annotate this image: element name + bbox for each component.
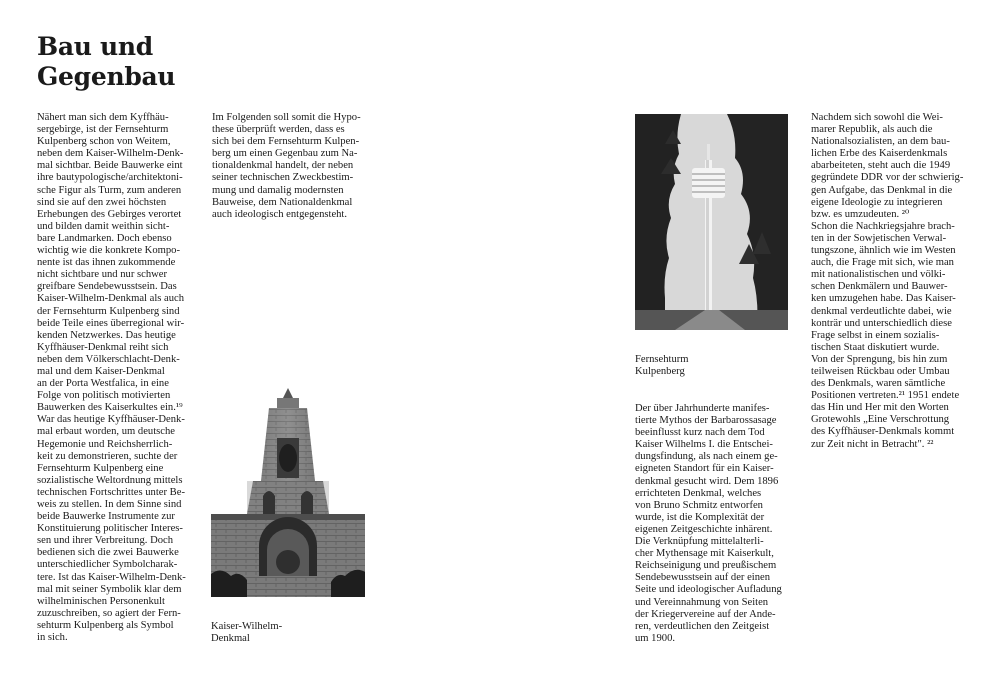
column-3-line: Reichseinigung und preußischem bbox=[635, 560, 777, 572]
column-3-line: von Bruno Schmitz entworfen bbox=[635, 499, 763, 511]
column-2-line: berg um einen Gegenbau zum Na- bbox=[212, 148, 358, 160]
column-4-line: Nachdem sich sowohl die Wei- bbox=[811, 112, 943, 123]
column-4-line: lichen Erbe des Kaiserdenkmals bbox=[811, 148, 948, 160]
column-3-line: Seite und ideologischer Aufladung bbox=[635, 584, 782, 596]
column-1-line: mal und dem Kaiser-Denkmal bbox=[37, 365, 165, 377]
column-1-line: Nähert man sich dem Kyffhäu- bbox=[37, 112, 169, 123]
column-4-line: Nationalsozialisten, an dem bau- bbox=[811, 136, 950, 148]
column-1-line: nente ist das ihnen zukommende bbox=[37, 257, 176, 269]
text-column-1 bbox=[37, 112, 186, 644]
column-3-line: Der über Jahrhunderte manifes- bbox=[635, 403, 770, 414]
column-4-line: marer Republik, als auch die bbox=[811, 124, 933, 136]
column-4-line: denkmal verdeutlichte dabei, wie bbox=[811, 305, 952, 317]
column-4-line: Grotewohls „Eine Verschrottung bbox=[811, 414, 950, 426]
column-1-line: wichtig wie die konkrete Kompo- bbox=[37, 245, 180, 257]
column-3-line: beeinflusst kurz nach dem Tod bbox=[635, 427, 765, 439]
column-1-line: keit zu demonstrieren, suchte der bbox=[37, 450, 178, 462]
column-1-line: sen und ihrer Verbreitung. Doch bbox=[37, 535, 174, 547]
column-1-line: sche Figur als Turm, zum anderen bbox=[37, 184, 182, 196]
column-1-line: neben dem Kaiser-Wilhelm-Denk- bbox=[37, 148, 184, 160]
column-1-line: Bauwerken des Kaiserkultes ein.¹⁹ bbox=[37, 402, 183, 414]
column-1-line: Kaiser-Wilhelm-Denkmal als auch bbox=[37, 293, 185, 305]
column-4-line: Frage selbst in einem sozialis- bbox=[811, 329, 940, 341]
column-1-line: War das heutige Kyffhäuser-Denk- bbox=[37, 414, 185, 426]
column-3-line: errichteten Denkmal, welches bbox=[635, 487, 762, 499]
column-1-line: bedienen sich die zwei Bauwerke bbox=[37, 547, 179, 559]
text-column-2 bbox=[212, 112, 361, 221]
column-2-line: mung und damalig modernsten bbox=[212, 184, 344, 196]
monument-caption-line: Denkmal bbox=[211, 633, 250, 645]
column-3-line: Kaiser Wilhelms I. die Entschei- bbox=[635, 439, 773, 451]
column-4-line: auch, die Frage mit sich, wie man bbox=[811, 257, 954, 269]
tower-caption bbox=[635, 354, 689, 378]
column-2-line: seiner technischen Zweckbestim- bbox=[212, 172, 354, 184]
column-1-line: wilhelminischen Personenkult bbox=[37, 595, 165, 607]
page-title bbox=[37, 32, 175, 92]
column-1-line: ihre bautypologische/architektoni- bbox=[37, 172, 183, 184]
column-4-line: Schon die Nachkriegsjahre brach- bbox=[811, 220, 955, 232]
column-4-line: Von der Sprengung, bis hin zum bbox=[811, 353, 948, 365]
column-4-line: Positionen vertreten.²¹ 1951 endete bbox=[811, 390, 960, 402]
column-1-line: sind sie auf den zwei höchsten bbox=[37, 196, 167, 208]
column-2-line: Bauweise, dem Nationaldenkmal bbox=[212, 196, 353, 208]
column-2-line: tionaldenkmal handelt, der neben bbox=[212, 160, 354, 172]
monument-caption-line: Kaiser-Wilhelm- bbox=[211, 621, 283, 632]
column-4-line: tischen Staat diskutiert wurde. bbox=[811, 341, 940, 353]
column-1-line: Hegemonie und Reichsherrlich- bbox=[37, 438, 173, 450]
column-3-line: eigenen Zeitgeschichte inhärent. bbox=[635, 523, 773, 535]
column-4-line: mit nationalistischen und völki- bbox=[811, 269, 946, 281]
column-2-line: auch ideologisch entgegensteht. bbox=[212, 208, 348, 220]
column-3-line: cher Mythensage mit Kaiserkult, bbox=[635, 548, 774, 560]
monument-caption bbox=[211, 621, 282, 645]
column-1-line: Kyffhäuser-Denkmal reiht sich bbox=[37, 341, 169, 353]
column-4-line: ken umzugehen habe. Das Kaiser- bbox=[811, 293, 956, 305]
column-1-line: in sich. bbox=[37, 632, 68, 644]
column-2-line: sich bei dem Fernsehturm Kulpen- bbox=[212, 136, 360, 148]
column-3-line: und Vereinnahmung von Seiten bbox=[635, 596, 769, 608]
column-3-line: Die Verknüpfung mittelalterli- bbox=[635, 536, 764, 548]
column-1-line: der Fernsehturm Kulpenberg sind bbox=[37, 305, 180, 317]
column-1-line: zuzuschreiben, so agiert der Fern- bbox=[37, 607, 181, 619]
column-4-line: teilweisen Rückbau oder Umbau bbox=[811, 365, 950, 377]
text-column-4 bbox=[811, 112, 963, 451]
text-column-3 bbox=[635, 403, 782, 645]
column-4-line: konträr und unterschiedlich diese bbox=[811, 317, 952, 329]
column-3-line: Sendebewusstsein auf der einen bbox=[635, 572, 771, 584]
column-1-line: technischen Fortschrittes unter Be- bbox=[37, 486, 185, 498]
column-1-line: neben dem Völkerschlacht-Denk- bbox=[37, 353, 180, 365]
column-1-line: nicht sichtbare und nur schwer bbox=[37, 269, 168, 281]
column-1-line: Folge von politisch motivierten bbox=[37, 390, 171, 402]
column-4-line: tungszone, ähnlich wie im Westen bbox=[811, 245, 956, 257]
column-4-line: abarbeiteten, steht auch die 1949 bbox=[811, 160, 951, 172]
column-1-line: sozialistische Weltordnung mittels bbox=[37, 474, 183, 486]
column-4-line: gen Aufgabe, das Denkmal in die bbox=[811, 184, 953, 196]
tower-caption-line: Kulpenberg bbox=[635, 366, 685, 378]
column-1-line: greifbare Sendebewusstsein. Das bbox=[37, 281, 177, 293]
column-3-line: eigneten Standort für ein Kaiser- bbox=[635, 463, 774, 475]
column-1-line: Erhebungen des Gebirges verortet bbox=[37, 208, 182, 220]
column-3-line: tierte Mythos der Barbarossasage bbox=[635, 415, 777, 427]
column-1-line: an der Porta Westfalica, in eine bbox=[37, 378, 169, 390]
column-2-line: these überprüft werden, dass es bbox=[212, 124, 345, 136]
title-line-1: Bau und bbox=[37, 32, 153, 61]
column-1-line: tere. Ist das Kaiser-Wilhelm-Denk- bbox=[37, 571, 186, 583]
column-3-line: ren, verdeutlichen den Zeitgeist bbox=[635, 620, 770, 632]
column-1-line: sergebirge, ist der Fernsehturm bbox=[37, 124, 169, 136]
column-4-line: des Denkmals, waren sämtliche bbox=[811, 378, 946, 390]
column-4-line: gegründete DDR vor der schwierig- bbox=[811, 172, 964, 184]
column-1-line: Fernsehturm Kulpenberg eine bbox=[37, 462, 164, 474]
column-4-line: zur Zeit nicht in Betracht". ²² bbox=[811, 438, 934, 450]
column-1-line: beide Bauwerke Instrumente zur bbox=[37, 511, 175, 523]
title-line-2: Gegenbau bbox=[37, 62, 176, 91]
column-4-line: bzw. es umzudeuten. ²⁰ bbox=[811, 208, 910, 220]
column-1-line: mal erbaut worden, um deutsche bbox=[37, 426, 175, 438]
column-2-line: Im Folgenden soll somit die Hypo- bbox=[212, 112, 361, 123]
column-3-line: wurde, ist die Komplexität der bbox=[635, 511, 765, 523]
column-1-line: unterschiedlicher Symbolcharak- bbox=[37, 559, 178, 571]
column-1-line: Kulpenberg schon von Weitem, bbox=[37, 136, 171, 148]
column-1-line: kenden Netzwerkes. Das heutige bbox=[37, 329, 176, 341]
column-1-line: mal mit seiner Symbolik klar dem bbox=[37, 583, 182, 595]
column-4-line: des Kyffhäuser-Denkmals kommt bbox=[811, 426, 955, 438]
column-1-line: weis zu stellen. In dem Sinne sind bbox=[37, 499, 182, 510]
column-4-line: das Hin und Her mit den Worten bbox=[811, 402, 949, 414]
column-1-line: Konstituierung politischer Interes- bbox=[37, 523, 183, 535]
tower-caption-line: Fernsehturm bbox=[635, 354, 689, 365]
column-1-line: beide Teile eines überregional wir- bbox=[37, 317, 185, 329]
column-4-line: ten in der Sowjetischen Verwal- bbox=[811, 232, 947, 244]
column-4-line: eigene Ideologie zu integrieren bbox=[811, 196, 943, 208]
column-1-line: bare Landmarken. Doch ebenso bbox=[37, 232, 172, 244]
column-4-line: schen Denkmälern und Bauwer- bbox=[811, 281, 948, 293]
column-3-line: dungsfindung, als nach einem ge- bbox=[635, 451, 778, 463]
column-3-line: um 1900. bbox=[635, 632, 676, 644]
monument-photo bbox=[211, 386, 365, 597]
column-3-line: der Kriegervereine auf der Ande- bbox=[635, 608, 776, 620]
column-1-line: sehturm Kulpenberg als Symbol bbox=[37, 619, 174, 631]
column-1-line: mal sichtbar. Beide Bauwerke eint bbox=[37, 160, 183, 172]
column-3-line: denkmal gesucht wird. Dem 1896 bbox=[635, 475, 779, 487]
column-1-line: und bilden damit weithin sicht- bbox=[37, 220, 170, 232]
tower-photo bbox=[635, 114, 788, 330]
